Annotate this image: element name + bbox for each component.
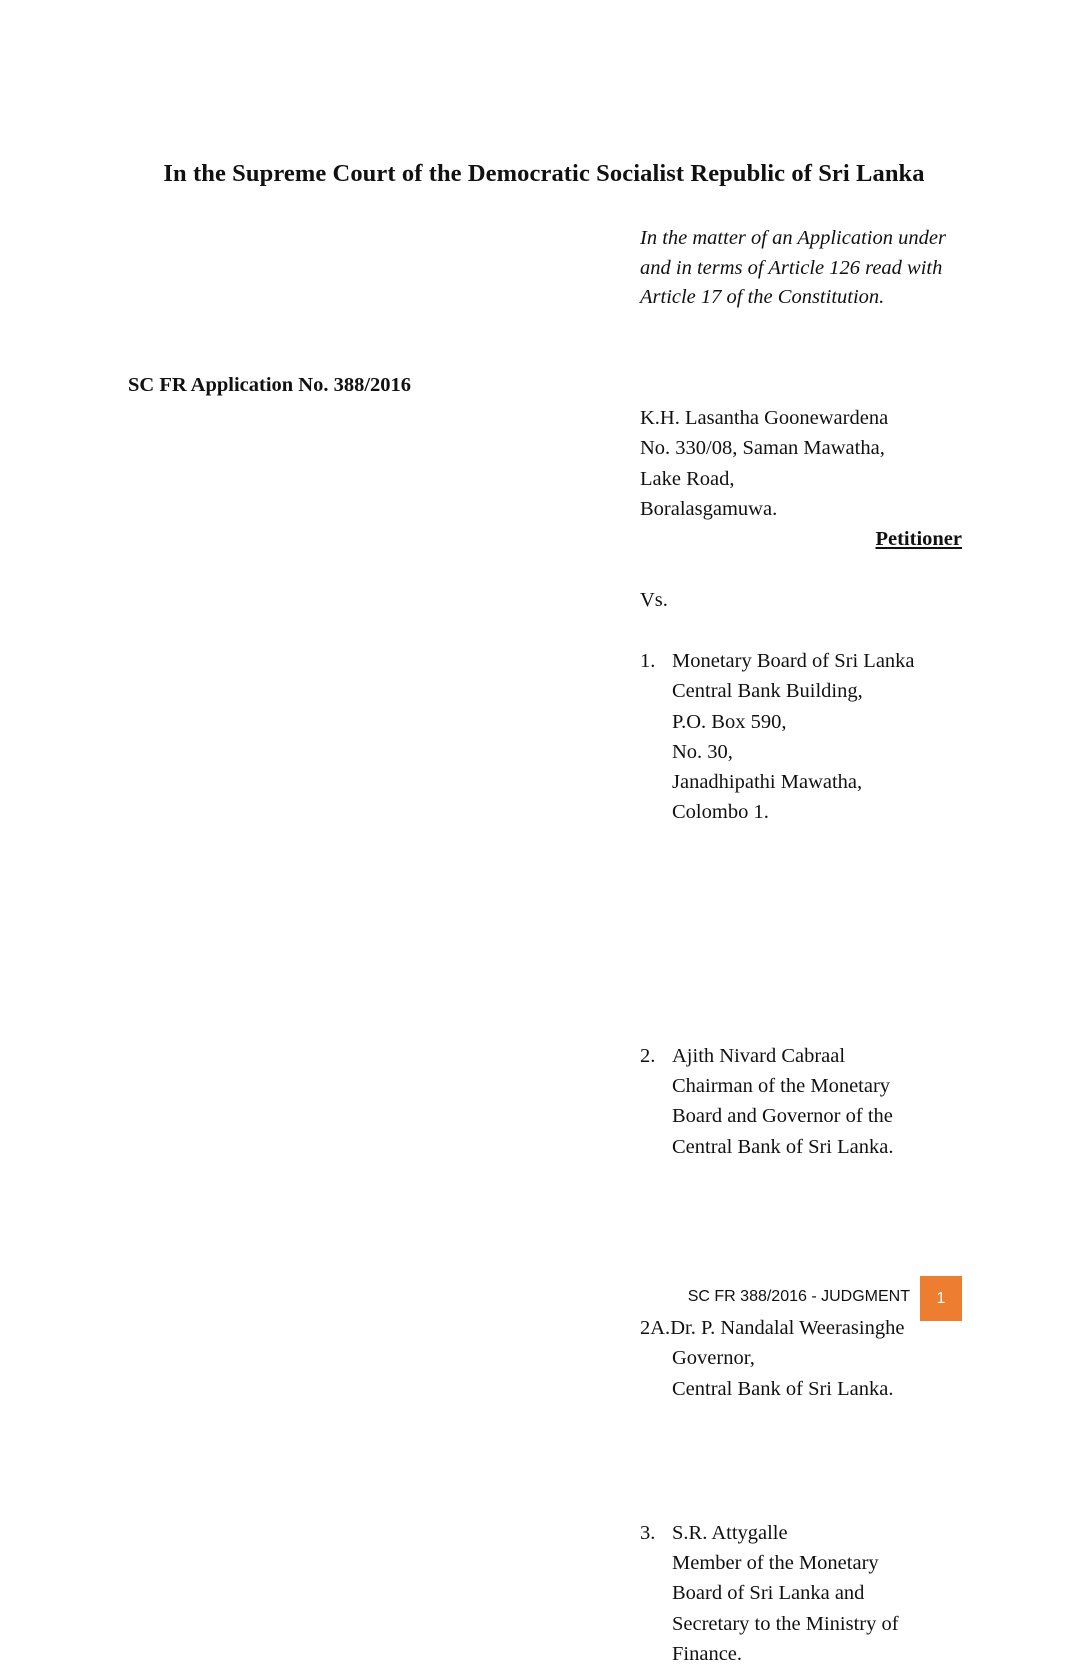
page-number-badge: 1 <box>920 1276 962 1321</box>
respondent-line: Secretary to the Ministry of <box>672 1612 899 1635</box>
respondent-line: Colombo 1. <box>672 801 769 824</box>
case-number: SC FR Application No. 388/2016 <box>128 374 412 396</box>
footer-label: SC FR 388/2016 - JUDGMENT <box>687 1288 910 1305</box>
respondent-line: Finance. <box>672 1643 743 1666</box>
versus-text: Vs. <box>640 589 668 611</box>
respondent-line: P.O. Box 590, <box>672 710 787 733</box>
respondent-number: 2. <box>640 1044 656 1067</box>
respondent-3 <box>640 1518 962 1669</box>
respondent-name: S.R. Attygalle <box>672 1521 788 1544</box>
petitioner-address-line: Lake Road, <box>640 467 735 490</box>
matter-description <box>640 224 980 313</box>
respondent-line: Central Bank of Sri Lanka. <box>672 1377 894 1400</box>
matter-line: In the matter of an Application under <box>640 227 946 249</box>
petitioner-address-line: No. 330/08, Saman Mawatha, <box>640 437 885 460</box>
respondent-name: Ajith Nivard Cabraal <box>672 1044 846 1067</box>
respondent-number: 1. <box>640 650 656 672</box>
respondent-1 <box>640 646 962 828</box>
court-title: In the Supreme Court of the Democratic Socialist Republic of Sri Lanka <box>163 160 925 187</box>
respondent-2a <box>640 1313 962 1404</box>
matter-line: Article 17 of the Constitution. <box>640 286 885 308</box>
petitioner-address-line: Boralasgamuwa. <box>640 497 778 520</box>
respondent-number: 2A. <box>640 1316 671 1339</box>
versus-block <box>640 585 962 615</box>
respondent-line: Governor, <box>672 1347 755 1370</box>
respondent-line: Member of the Monetary <box>672 1552 879 1575</box>
respondent-line: Board of Sri Lanka and <box>672 1582 865 1605</box>
respondent-line: Chairman of the Monetary <box>672 1075 891 1098</box>
respondent-line: Central Bank Building, <box>672 680 863 703</box>
respondent-line: Board and Governor of the <box>672 1105 893 1128</box>
respondent-line: Janadhipathi Mawatha, <box>672 771 863 794</box>
respondent-2 <box>640 1041 962 1162</box>
respondent-line: Central Bank of Sri Lanka. <box>672 1135 894 1158</box>
page-footer <box>0 1276 962 1321</box>
petitioner-block <box>640 403 962 554</box>
respondent-name: Dr. P. Nandalal Weerasinghe <box>670 1316 905 1339</box>
petitioner-name: K.H. Lasantha Goonewardena <box>640 407 889 429</box>
respondent-line: No. 30, <box>672 740 733 763</box>
respondent-number: 3. <box>640 1521 656 1544</box>
respondent-name: Monetary Board of Sri Lanka <box>672 650 915 672</box>
petitioner-label: Petitioner <box>875 528 962 551</box>
matter-line: and in terms of Article 126 read with <box>640 256 943 279</box>
